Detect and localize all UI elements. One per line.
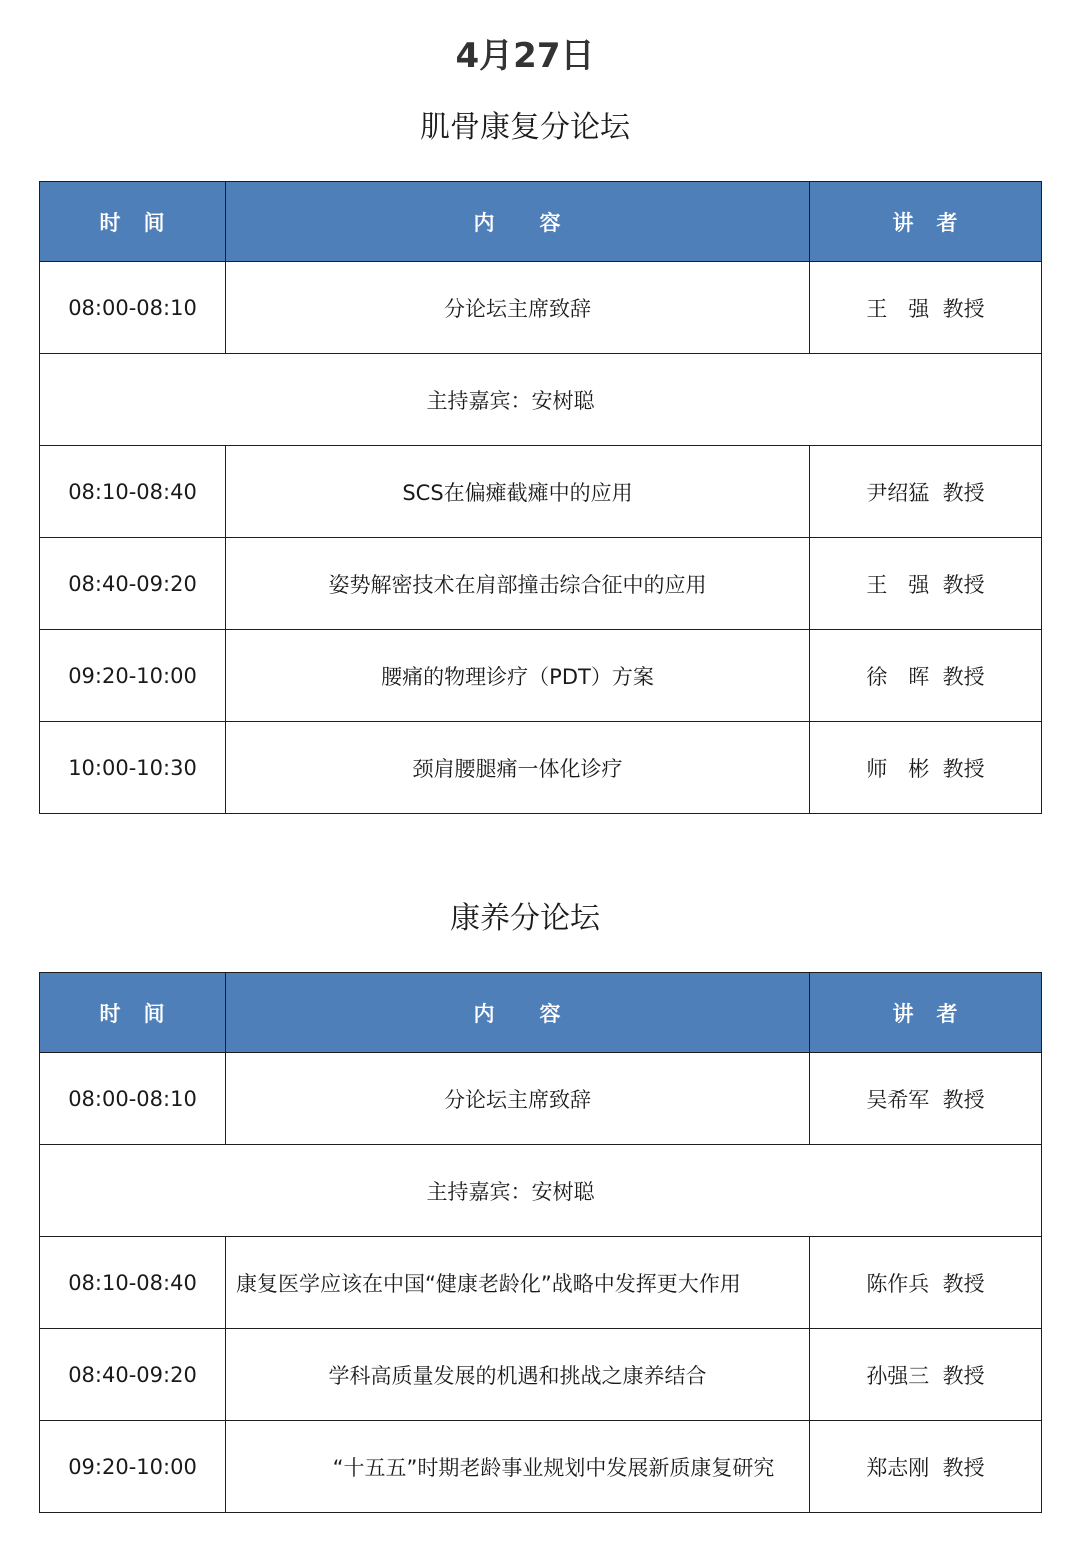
row-speaker: 徐 晖 教授 [810,630,1042,722]
row-time: 08:10-08:40 [40,446,226,538]
row-content: SCS在偏瘫截瘫中的应用 [226,446,810,538]
row-content: 姿势解密技术在肩部撞击综合征中的应用 [226,538,810,630]
table-row [40,1329,1042,1421]
row-content: 颈肩腰腿痛一体化诊疗 [226,722,810,814]
table-row [40,1421,1042,1513]
table-row [40,262,1042,354]
row-time: 08:00-08:10 [40,1053,226,1145]
schedule-table-wellness [39,972,1042,1513]
row-time: 08:40-09:20 [40,538,226,630]
page-date-title: 4月27日 [455,36,595,76]
table-row [40,446,1042,538]
host-row [40,1145,1042,1237]
row-content: 康复医学应该在中国“健康老龄化”战略中发挥更大作用 [226,1237,810,1329]
row-time: 08:40-09:20 [40,1329,226,1421]
row-content: 学科高质量发展的机遇和挑战之康养结合 [226,1329,810,1421]
header-content: 内 容 [226,182,810,262]
row-time: 08:10-08:40 [40,1237,226,1329]
row-time: 09:20-10:00 [40,630,226,722]
row-content: “十五五”时期老龄事业规划中发展新质康复研究 [226,1421,810,1513]
forum-title-musculoskeletal: 肌骨康复分论坛 [420,110,630,145]
table-row [40,630,1042,722]
row-speaker: 吴希军 教授 [810,1053,1042,1145]
header-speaker: 讲 者 [810,182,1042,262]
row-speaker: 郑志刚 教授 [810,1421,1042,1513]
row-time: 08:00-08:10 [40,262,226,354]
row-time: 10:00-10:30 [40,722,226,814]
row-speaker: 师 彬 教授 [810,722,1042,814]
host-text: 主持嘉宾：安树聪 [40,354,1042,446]
header-content: 内 容 [226,973,810,1053]
header-time: 时 间 [40,973,226,1053]
schedule-table-musculoskeletal [39,181,1042,814]
table-header-row [40,973,1042,1053]
host-row [40,354,1042,446]
row-content: 分论坛主席致辞 [226,1053,810,1145]
table-header-row [40,182,1042,262]
row-speaker: 王 强 教授 [810,538,1042,630]
row-speaker: 尹绍猛 教授 [810,446,1042,538]
row-time: 09:20-10:00 [40,1421,226,1513]
row-content: 腰痛的物理诊疗（PDT）方案 [226,630,810,722]
header-speaker: 讲 者 [810,973,1042,1053]
row-speaker: 孙强三 教授 [810,1329,1042,1421]
table-row [40,1053,1042,1145]
row-speaker: 王 强 教授 [810,262,1042,354]
table-row [40,538,1042,630]
row-content: 分论坛主席致辞 [226,262,810,354]
row-speaker: 陈作兵 教授 [810,1237,1042,1329]
table-row [40,722,1042,814]
forum-title-wellness: 康养分论坛 [450,901,600,936]
header-time: 时 间 [40,182,226,262]
table-row [40,1237,1042,1329]
host-text: 主持嘉宾：安树聪 [40,1145,1042,1237]
